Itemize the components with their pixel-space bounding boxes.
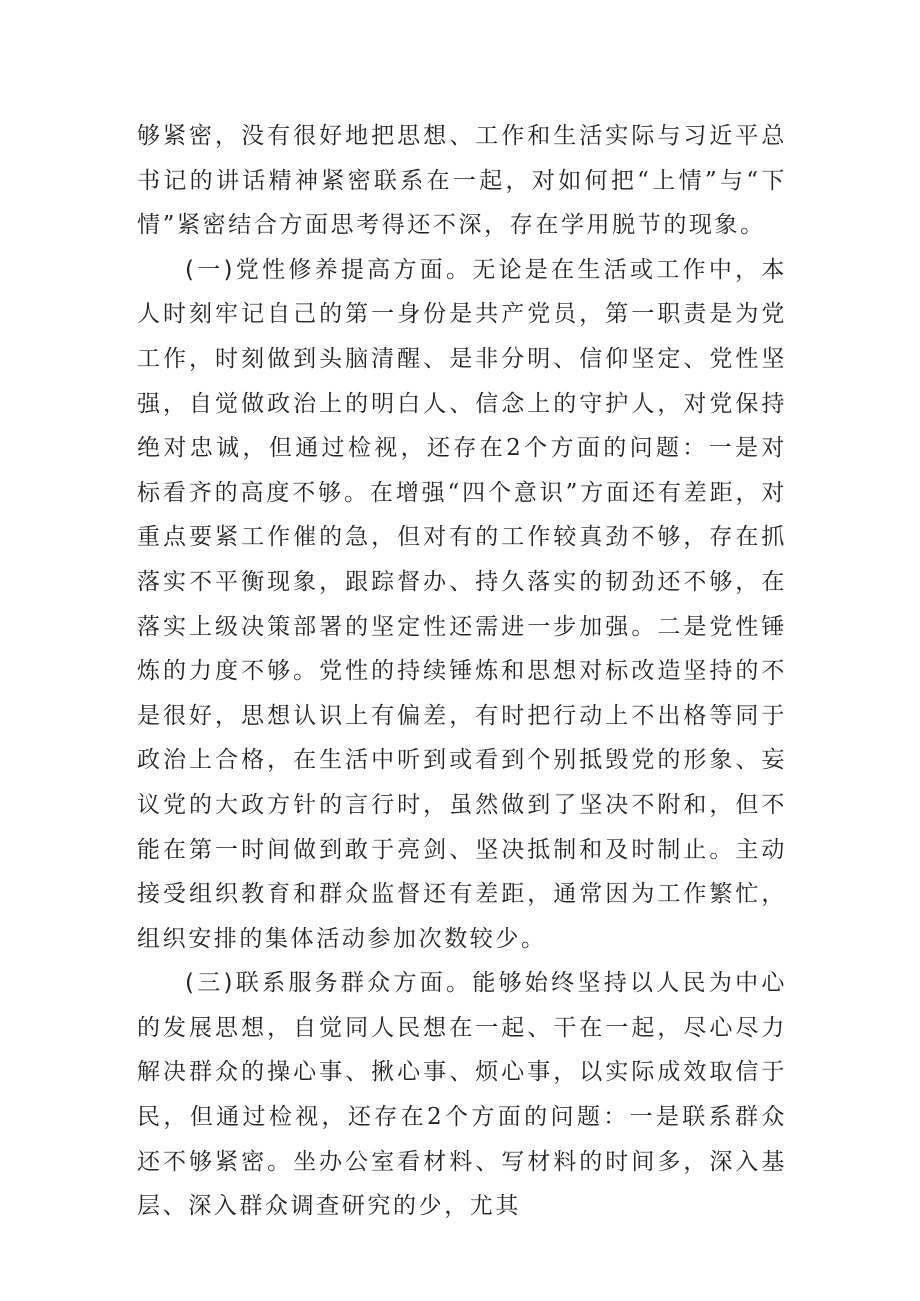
section-heading-party-cultivation: (一)党性修养提高方面。 [185,256,473,283]
document-body [137,114,787,1229]
paragraph-continuation [137,114,787,248]
paragraph-text: 能够始终坚持以人民为中心的发展思想，自觉同人民想在一起、干在一起，尽心尽力解决群众的操心事、揪心事、烦心事，以实际成效取信于民，但通过检视，还存在2个方面的问题：一是联系群众还不够紧密。坐办公室看材料、写材料的时间多，深入基层、深入群众调查研究的少，尤其 [137,970,787,1220]
paragraph-serving-masses [137,961,787,1229]
section-heading-serving-masses: (三)联系服务群众方面。 [185,970,473,997]
paragraph-text: 无论是在生活或工作中，本人时刻牢记自己的第一身份是共产党员，第一职责是为党工作，时刻做到头脑清醒、是非分明、信仰坚定、党性坚强，自觉做政治上的明白人、信念上的守护人，对党保持绝对忠诚，但通过检视，还存在2个方面的问题：一是对标看齐的高度不够。在增强“四个意识”方面还有差距，对重点要紧工作催的急，但对有的工作较真劲不够，存在抓落实不平衡现象，跟踪督办、持久落实的韧劲还不够，在落实上级决策部署的坚定性还需进一步加强。二是党性锤炼的力度不够。党性的持续锤炼和思想对标改造坚持的不是很好，思想认识上有偏差，有时把行动上不出格等同于政治上合格，在生活中听到或看到个别抵毁党的形象、妄议党的大政方针的言行时，虽然做到了坚决不附和，但不能在第一时间做到敢于亮剑、坚决抵制和及时制止。主动接受组织教育和群众监督还有差距，通常因为工作繁忙，组织安排的集体活动参加次数较少。 [137,256,787,952]
paragraph-text: 够紧密，没有很好地把思想、工作和生活实际与习近平总书记的讲话精神紧密联系在一起，对如何把“上情”与“下情”紧密结合方面思考得还不深，存在学用脱节的现象。 [137,123,787,239]
paragraph-party-cultivation [137,248,787,962]
